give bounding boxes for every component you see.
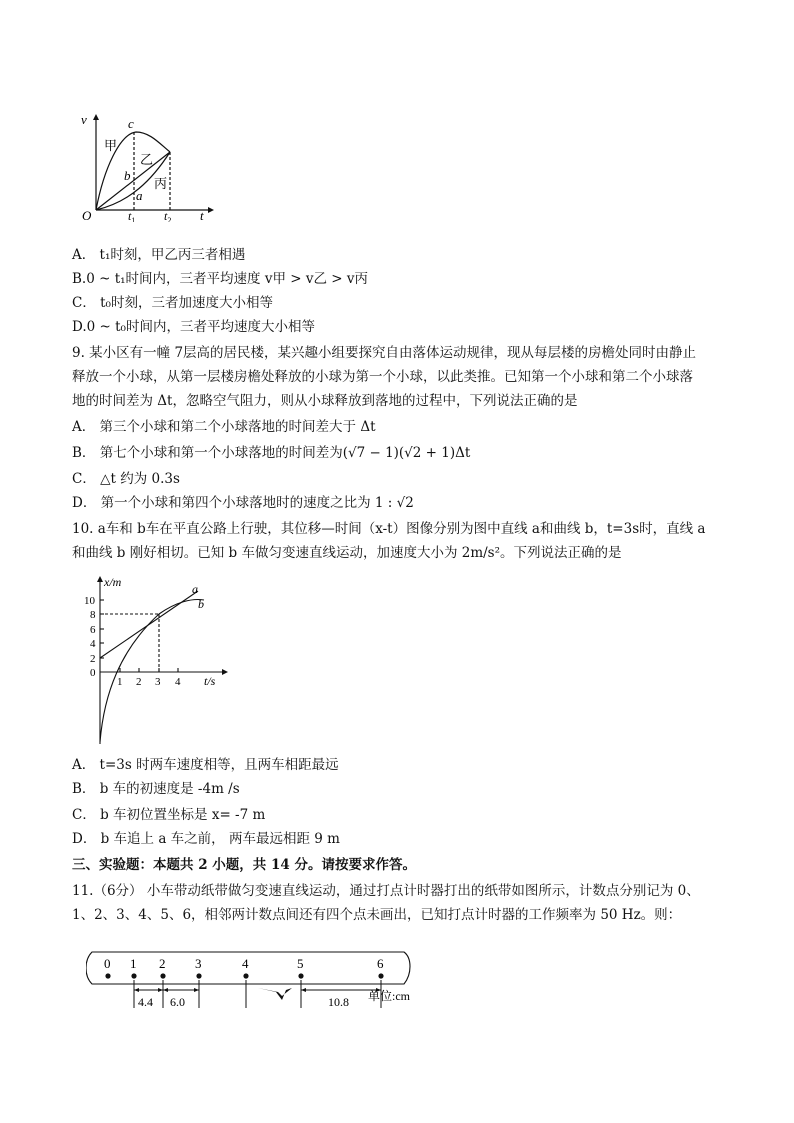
point-4: 4 bbox=[242, 956, 249, 971]
point-5: 5 bbox=[297, 956, 304, 971]
tick-t2: $t_2$ bbox=[164, 209, 172, 222]
q11-stem-line2: 1、2、3、4、5、6，相邻两计数点间还有四个点未画出，已知打点计时器的工作频率为 50 Hz。则： bbox=[72, 907, 682, 923]
y-tick-6: 6 bbox=[90, 624, 96, 636]
paper-tape-figure bbox=[86, 944, 426, 1016]
label-bing: 丙 bbox=[154, 176, 168, 191]
point-c: c bbox=[128, 116, 134, 131]
q8-option-a: A． t₁时刻，甲乙丙三者相遇 bbox=[72, 247, 246, 263]
y-tick-0: 0 bbox=[90, 667, 96, 679]
label-yi: 乙 bbox=[140, 152, 154, 167]
t-axis-arrow bbox=[222, 669, 228, 675]
q8-option-d: D.0 ~ t₀时间内，三者平均速度大小相等 bbox=[72, 319, 315, 335]
point-0: 0 bbox=[104, 956, 111, 971]
q8-option-b: B.0 ~ t₁时间内，三者平均速度 v甲 > v乙 > v丙 bbox=[72, 271, 368, 287]
section-3-title: 三、实验题：本题共 2 小题，共 14 分。请按要求作答。 bbox=[72, 857, 416, 873]
q9-option-d: D． 第一个小球和第四个小球落地时的速度之比为 1 : √2 bbox=[72, 495, 414, 511]
q9-stem-line3: 地的时间差为 Δt，忽略空气阻力，则从小球释放到落地的过程中，下列说法正确的是 bbox=[72, 393, 578, 409]
xt-graph-figure bbox=[80, 574, 230, 748]
t-axis-label: t/s bbox=[204, 674, 216, 688]
y-tick-4: 4 bbox=[90, 638, 96, 650]
origin-label: O bbox=[82, 208, 92, 222]
q9-option-b: B． 第七个小球和第一个小球落地的时间差为(√7 − 1)(√2 + 1)Δt bbox=[72, 445, 471, 461]
point-a: a bbox=[136, 188, 143, 203]
q10-option-d: D． b 车追上 a 车之前， 两车最远相距 9 m bbox=[72, 831, 340, 847]
q8-option-c: C． t₀时刻，三者加速度大小相等 bbox=[72, 295, 273, 311]
label-b: b bbox=[198, 597, 204, 611]
label-a: a bbox=[192, 582, 198, 596]
q10-stem-line1: 10. a车和 b车在平直公路上行驶，其位移—时间（x-t）图像分别为图中直线 a和曲线 b，t=3s时，直线 a bbox=[72, 521, 706, 537]
t-axis-arrow bbox=[208, 207, 214, 213]
point-3: 3 bbox=[195, 956, 202, 971]
q11-stem-line1: 11.（6分） 小车带动纸带做匀变速直线运动，通过打点计时器打出的纸带如图所示，计数点分别记为 0、 bbox=[72, 883, 700, 899]
point-1: 1 bbox=[130, 956, 137, 971]
q9-option-a: A． 第三个小球和第二个小球落地的时间差大于 Δt bbox=[72, 419, 376, 435]
q10-option-b: B． b 车的初速度是 -4m /s bbox=[72, 781, 240, 797]
tick-t1: $t_1$ bbox=[128, 209, 136, 222]
t-axis-label: t bbox=[200, 208, 204, 222]
y-tick-8: 8 bbox=[90, 609, 96, 621]
point-b: b bbox=[124, 168, 131, 183]
point-2: 2 bbox=[159, 956, 166, 971]
x-axis-arrow bbox=[97, 576, 103, 582]
distance-1-2: 4.4 bbox=[138, 995, 153, 1009]
unit-label: 单位:cm bbox=[368, 989, 410, 1003]
distance-2-3: 6.0 bbox=[170, 995, 185, 1009]
x-axis-label: x/m bbox=[104, 575, 122, 589]
t-tick-2: 2 bbox=[136, 676, 142, 688]
t-tick-4: 4 bbox=[175, 676, 181, 688]
distance-5-6: 10.8 bbox=[328, 995, 349, 1009]
t-tick-1: 1 bbox=[117, 676, 123, 688]
point-6: 6 bbox=[377, 956, 384, 971]
q9-option-c: C． △t 约为 0.3s bbox=[72, 471, 180, 487]
q10-option-a: A． t=3s 时两车速度相等，且两车相距最远 bbox=[72, 757, 339, 773]
tape-break-mark bbox=[258, 988, 292, 1000]
label-jia: 甲 bbox=[104, 138, 118, 153]
tape-dots bbox=[105, 973, 383, 978]
q9-stem-line1: 9. 某小区有一幢 7层高的居民楼，某兴趣小组要探究自由落体运动规律，现从每层楼的房檐处同时由静止 bbox=[72, 345, 697, 361]
vt-graph-figure bbox=[78, 110, 218, 222]
q9-stem-line2: 释放一个小球，从第一层楼房檐处释放的小球为第一个小球，以此类推。已知第一个小球和第二个小球落 bbox=[72, 369, 693, 385]
v-axis-arrow bbox=[93, 114, 99, 120]
q10-option-c: C． b 车初位置坐标是 x= -7 m bbox=[72, 807, 266, 823]
curve-b bbox=[100, 600, 204, 742]
y-tick-2: 2 bbox=[90, 653, 96, 665]
y-tick-10: 10 bbox=[84, 595, 95, 607]
v-axis-label: v bbox=[81, 112, 87, 127]
t-tick-3: 3 bbox=[155, 676, 161, 688]
q10-stem-line2: 和曲线 b 刚好相切。已知 b 车做匀变速直线运动，加速度大小为 2m/s²。下列说法正确的是 bbox=[72, 545, 622, 561]
